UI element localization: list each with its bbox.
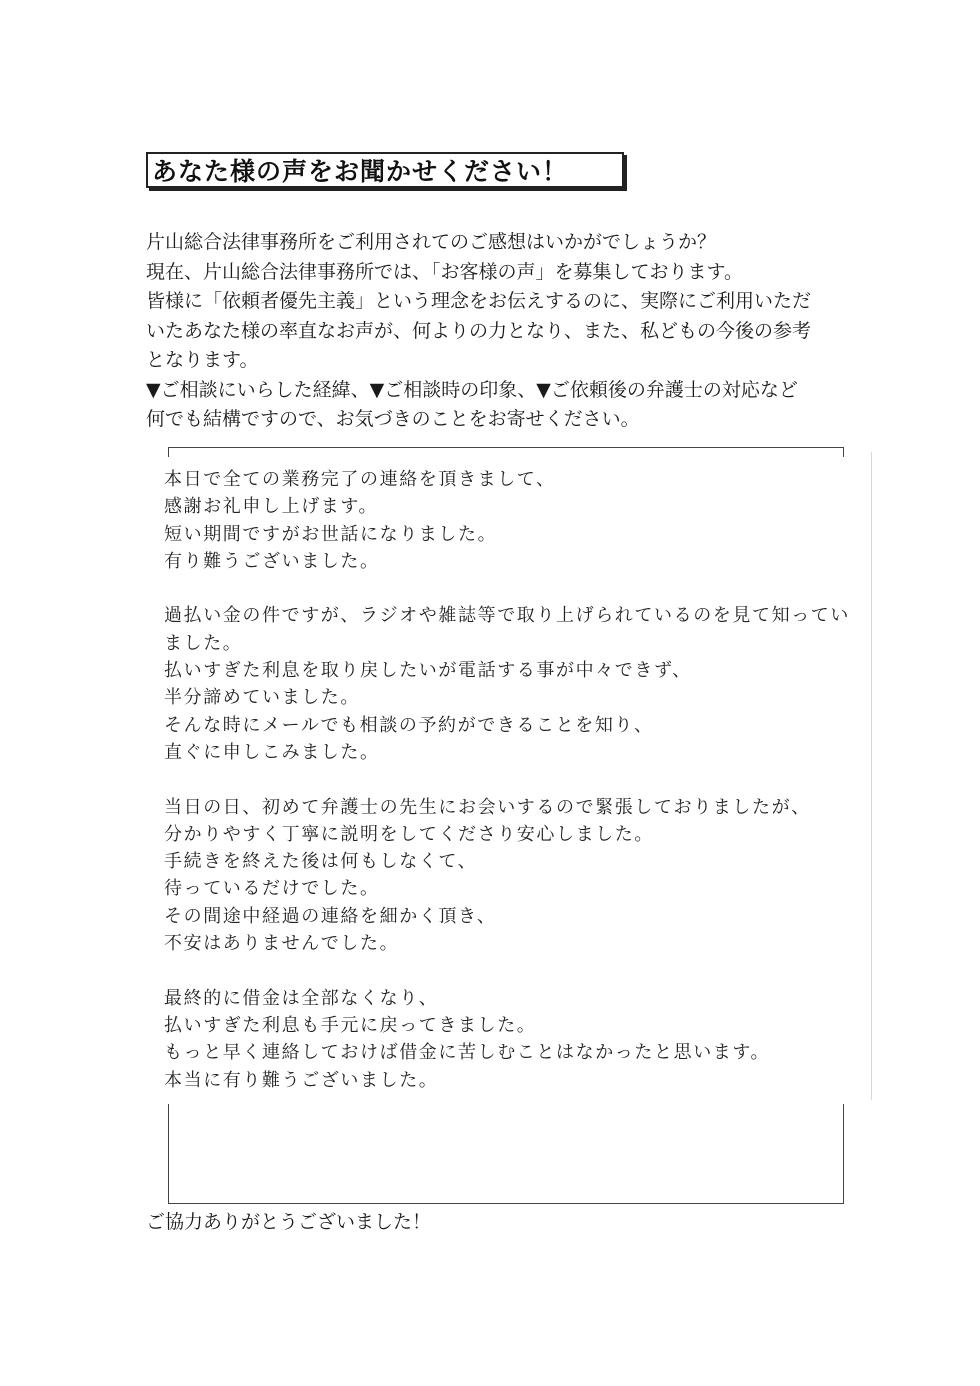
comment-line: 当日の日、初めて弁護士の先生にお会いするので緊張しておりましたが、 <box>164 796 811 818</box>
comment-line: 短い期間ですがお世話になりました。 <box>164 523 498 545</box>
intro-paragraph <box>146 228 866 435</box>
closing-message: ご協力ありがとうございました！ <box>146 1211 432 1233</box>
comment-line: ました。 <box>164 632 243 654</box>
comment-blank-line <box>164 766 864 793</box>
comment-frame-bottom <box>168 1104 844 1204</box>
comment-line: 本当に有り難うございました。 <box>164 1069 439 1091</box>
comment-frame-top <box>168 447 844 457</box>
intro-line: 何でも結構ですので、お気づきのことをお寄せください。 <box>146 408 640 430</box>
comment-line: 感謝お礼申し上げます。 <box>164 496 379 518</box>
comment-line: そんな時にメールでも相談の予約ができることを知り、 <box>164 714 654 736</box>
customer-comment <box>164 466 864 1094</box>
comment-line: 待っているだけでした。 <box>164 878 380 900</box>
comment-line: その間途中経過の連絡を細かく頂き、 <box>164 905 497 927</box>
comment-line: もっと早く連絡しておけば借金に苦しむことはなかったと思います。 <box>164 1042 771 1064</box>
comment-line: 払いすぎた利息も手元に戻ってきました。 <box>164 1014 537 1036</box>
intro-line: ▼ご相談にいらした経緯、▼ご相談時の印象、▼ご依頼後の弁護士の対応など <box>146 378 798 401</box>
pasted-paper-edge <box>871 452 872 1100</box>
page-title-box <box>146 152 624 188</box>
comment-line: 払いすぎた利息を取り戻したいが電話する事が中々できず、 <box>164 660 692 682</box>
comment-line: 不安はありませんでした。 <box>164 933 400 955</box>
comment-line: 分かりやすく丁寧に説明をしてくださり安心しました。 <box>164 823 654 845</box>
intro-line: となります。 <box>146 349 259 371</box>
comment-line: 手続きを終えた後は何もしなくて、 <box>164 851 478 873</box>
comment-line: 有り難うございました。 <box>164 550 380 572</box>
page-title: あなた様の声をお聞かせください！ <box>152 157 569 186</box>
intro-line: 片山総合法律事務所をご利用されてのご感想はいかがでしょうか？ <box>146 231 717 253</box>
intro-line: 皆様に「依頼者優先主義」という理念をお伝えするのに、実際にご利用いただ <box>146 290 812 312</box>
comment-line: 直ぐに申しこみました。 <box>164 741 380 763</box>
comment-blank-line <box>164 957 864 984</box>
comment-line: 半分諦めていました。 <box>164 687 360 709</box>
comment-blank-line <box>164 575 864 602</box>
comment-line: 過払い金の件ですが、ラジオや雑誌等で取り上げられているのを見て知ってい <box>164 605 850 627</box>
comment-line: 本日で全ての業務完了の連絡を頂きまして、 <box>164 469 556 490</box>
comment-line: 最終的に借金は全部なくなり、 <box>164 987 439 1009</box>
intro-line: 現在、片山総合法律事務所では、「お客様の声」を募集しております。 <box>146 260 743 283</box>
intro-line: いたあなた様の率直なお声が、何よりの力となり、また、私どもの今後の参考 <box>146 319 812 342</box>
